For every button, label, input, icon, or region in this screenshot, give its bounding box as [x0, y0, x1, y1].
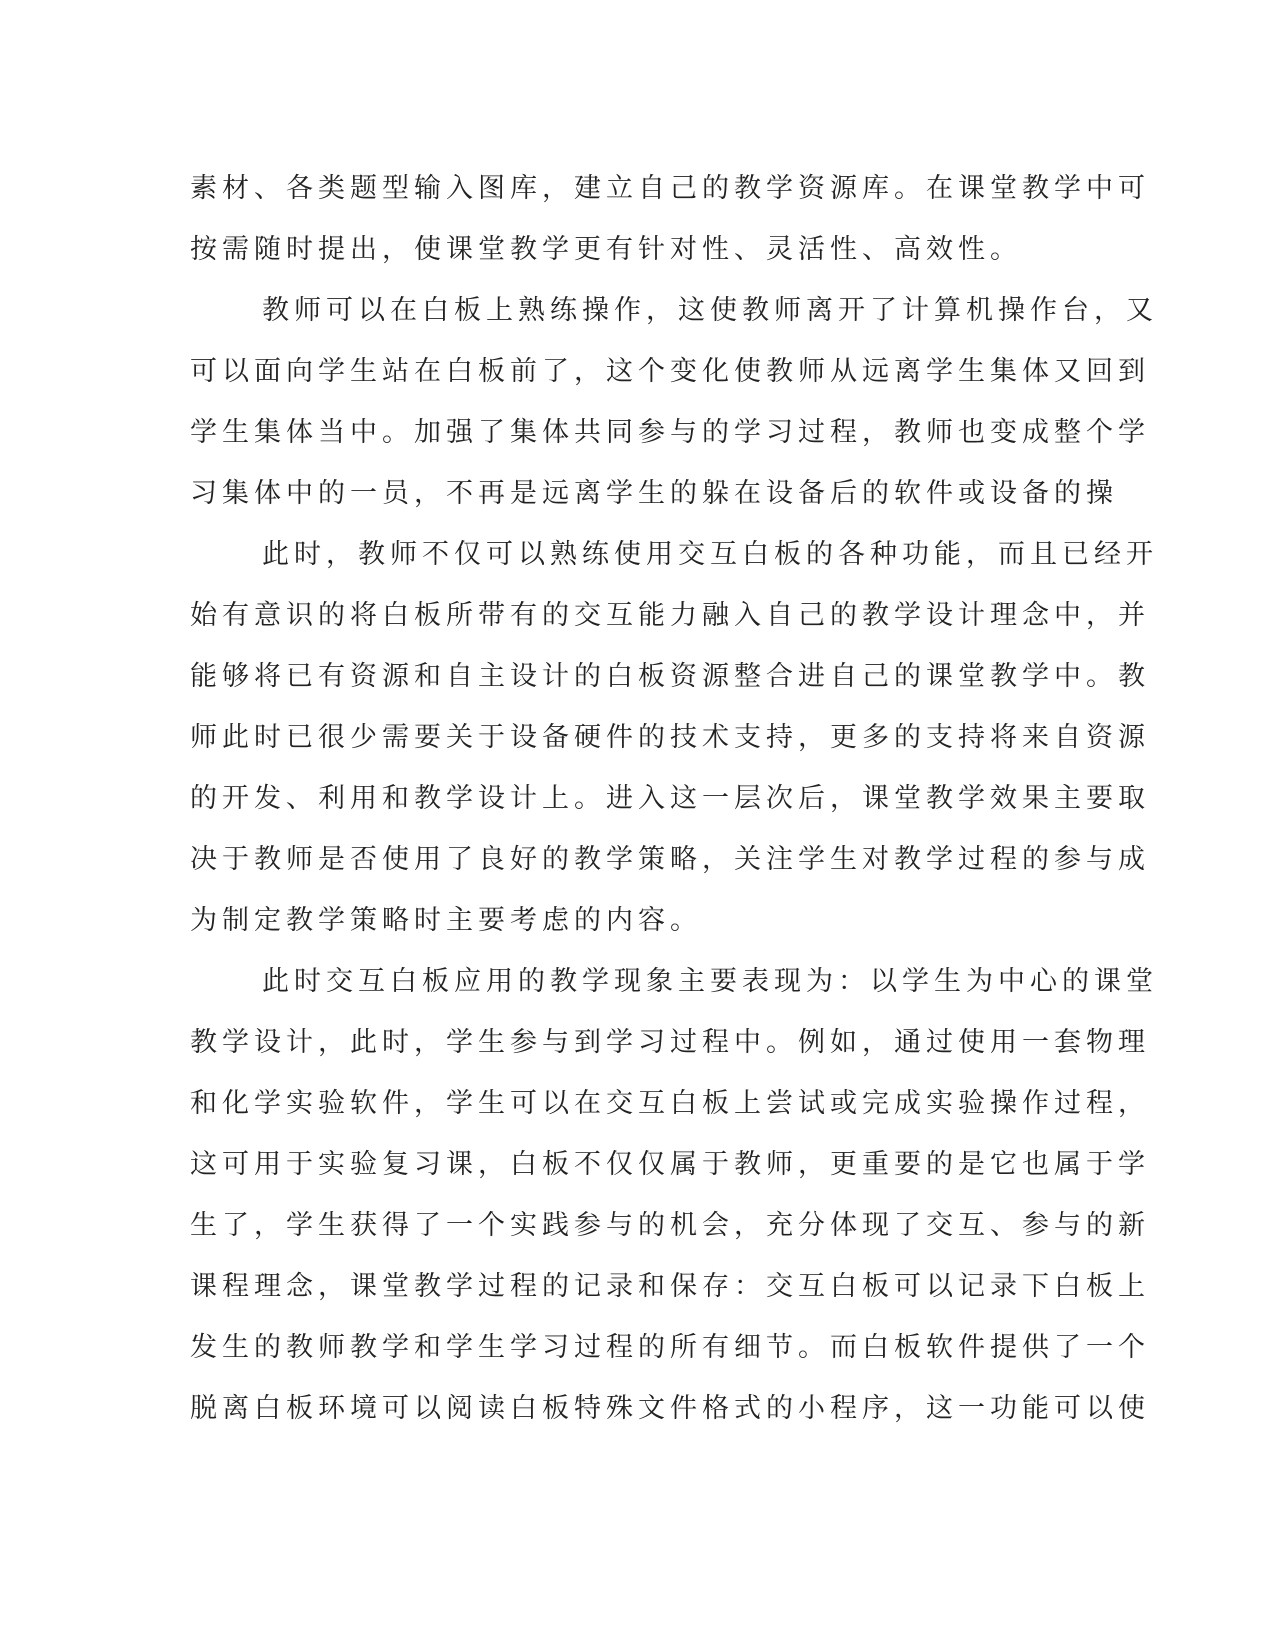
- text-line: 可以面向学生站在白板前了，这个变化使教师从远离学生集体又回到: [190, 356, 1150, 387]
- text-line: 生了，学生获得了一个实践参与的机会，充分体现了交互、参与的新: [190, 1210, 1150, 1241]
- text-line: 师此时已很少需要关于设备硬件的技术支持，更多的支持将来自资源: [190, 722, 1150, 753]
- text-line: 的开发、利用和教学设计上。进入这一层次后，课堂教学效果主要取: [190, 783, 1150, 814]
- text-line: 素材、各类题型输入图库，建立自己的教学资源库。在课堂教学中可: [190, 173, 1150, 204]
- paragraph-4: [190, 951, 1158, 1439]
- text-line: 学生集体当中。加强了集体共同参与的学习过程，教师也变成整个学: [190, 417, 1150, 448]
- text-line: 为制定教学策略时主要考虑的内容。: [190, 905, 702, 936]
- text-line: 始有意识的将白板所带有的交互能力融入自己的教学设计理念中，并: [190, 600, 1150, 631]
- paragraph-2: [190, 280, 1158, 524]
- text-line: 课程理念，课堂教学过程的记录和保存：交互白板可以记录下白板上: [190, 1271, 1150, 1302]
- paragraph-3: [190, 524, 1158, 951]
- text-line: 此时交互白板应用的教学现象主要表现为：以学生为中心的课堂: [262, 966, 1158, 997]
- text-line: 此时，教师不仅可以熟练使用交互白板的各种功能，而且已经开: [262, 539, 1158, 570]
- text-line: 教学设计，此时，学生参与到学习过程中。例如，通过使用一套物理: [190, 1027, 1150, 1058]
- text-line: 发生的教师教学和学生学习过程的所有细节。而白板软件提供了一个: [190, 1332, 1150, 1363]
- text-line: 教师可以在白板上熟练操作，这使教师离开了计算机操作台，又: [262, 295, 1158, 326]
- text-line: 决于教师是否使用了良好的教学策略，关注学生对教学过程的参与成: [190, 844, 1150, 875]
- text-line: 脱离白板环境可以阅读白板特殊文件格式的小程序，这一功能可以使: [190, 1393, 1150, 1424]
- body-text: [190, 158, 1158, 1439]
- paragraph-1: [190, 158, 1150, 280]
- text-line: 按需随时提出，使课堂教学更有针对性、灵活性、高效性。: [190, 234, 1022, 265]
- text-line: 能够将已有资源和自主设计的白板资源整合进自己的课堂教学中。教: [190, 661, 1150, 692]
- text-line: 这可用于实验复习课，白板不仅仅属于教师，更重要的是它也属于学: [190, 1149, 1150, 1180]
- text-line: 习集体中的一员，不再是远离学生的躲在设备后的软件或设备的操: [190, 478, 1118, 509]
- text-line: 和化学实验软件，学生可以在交互白板上尝试或完成实验操作过程，: [190, 1088, 1150, 1119]
